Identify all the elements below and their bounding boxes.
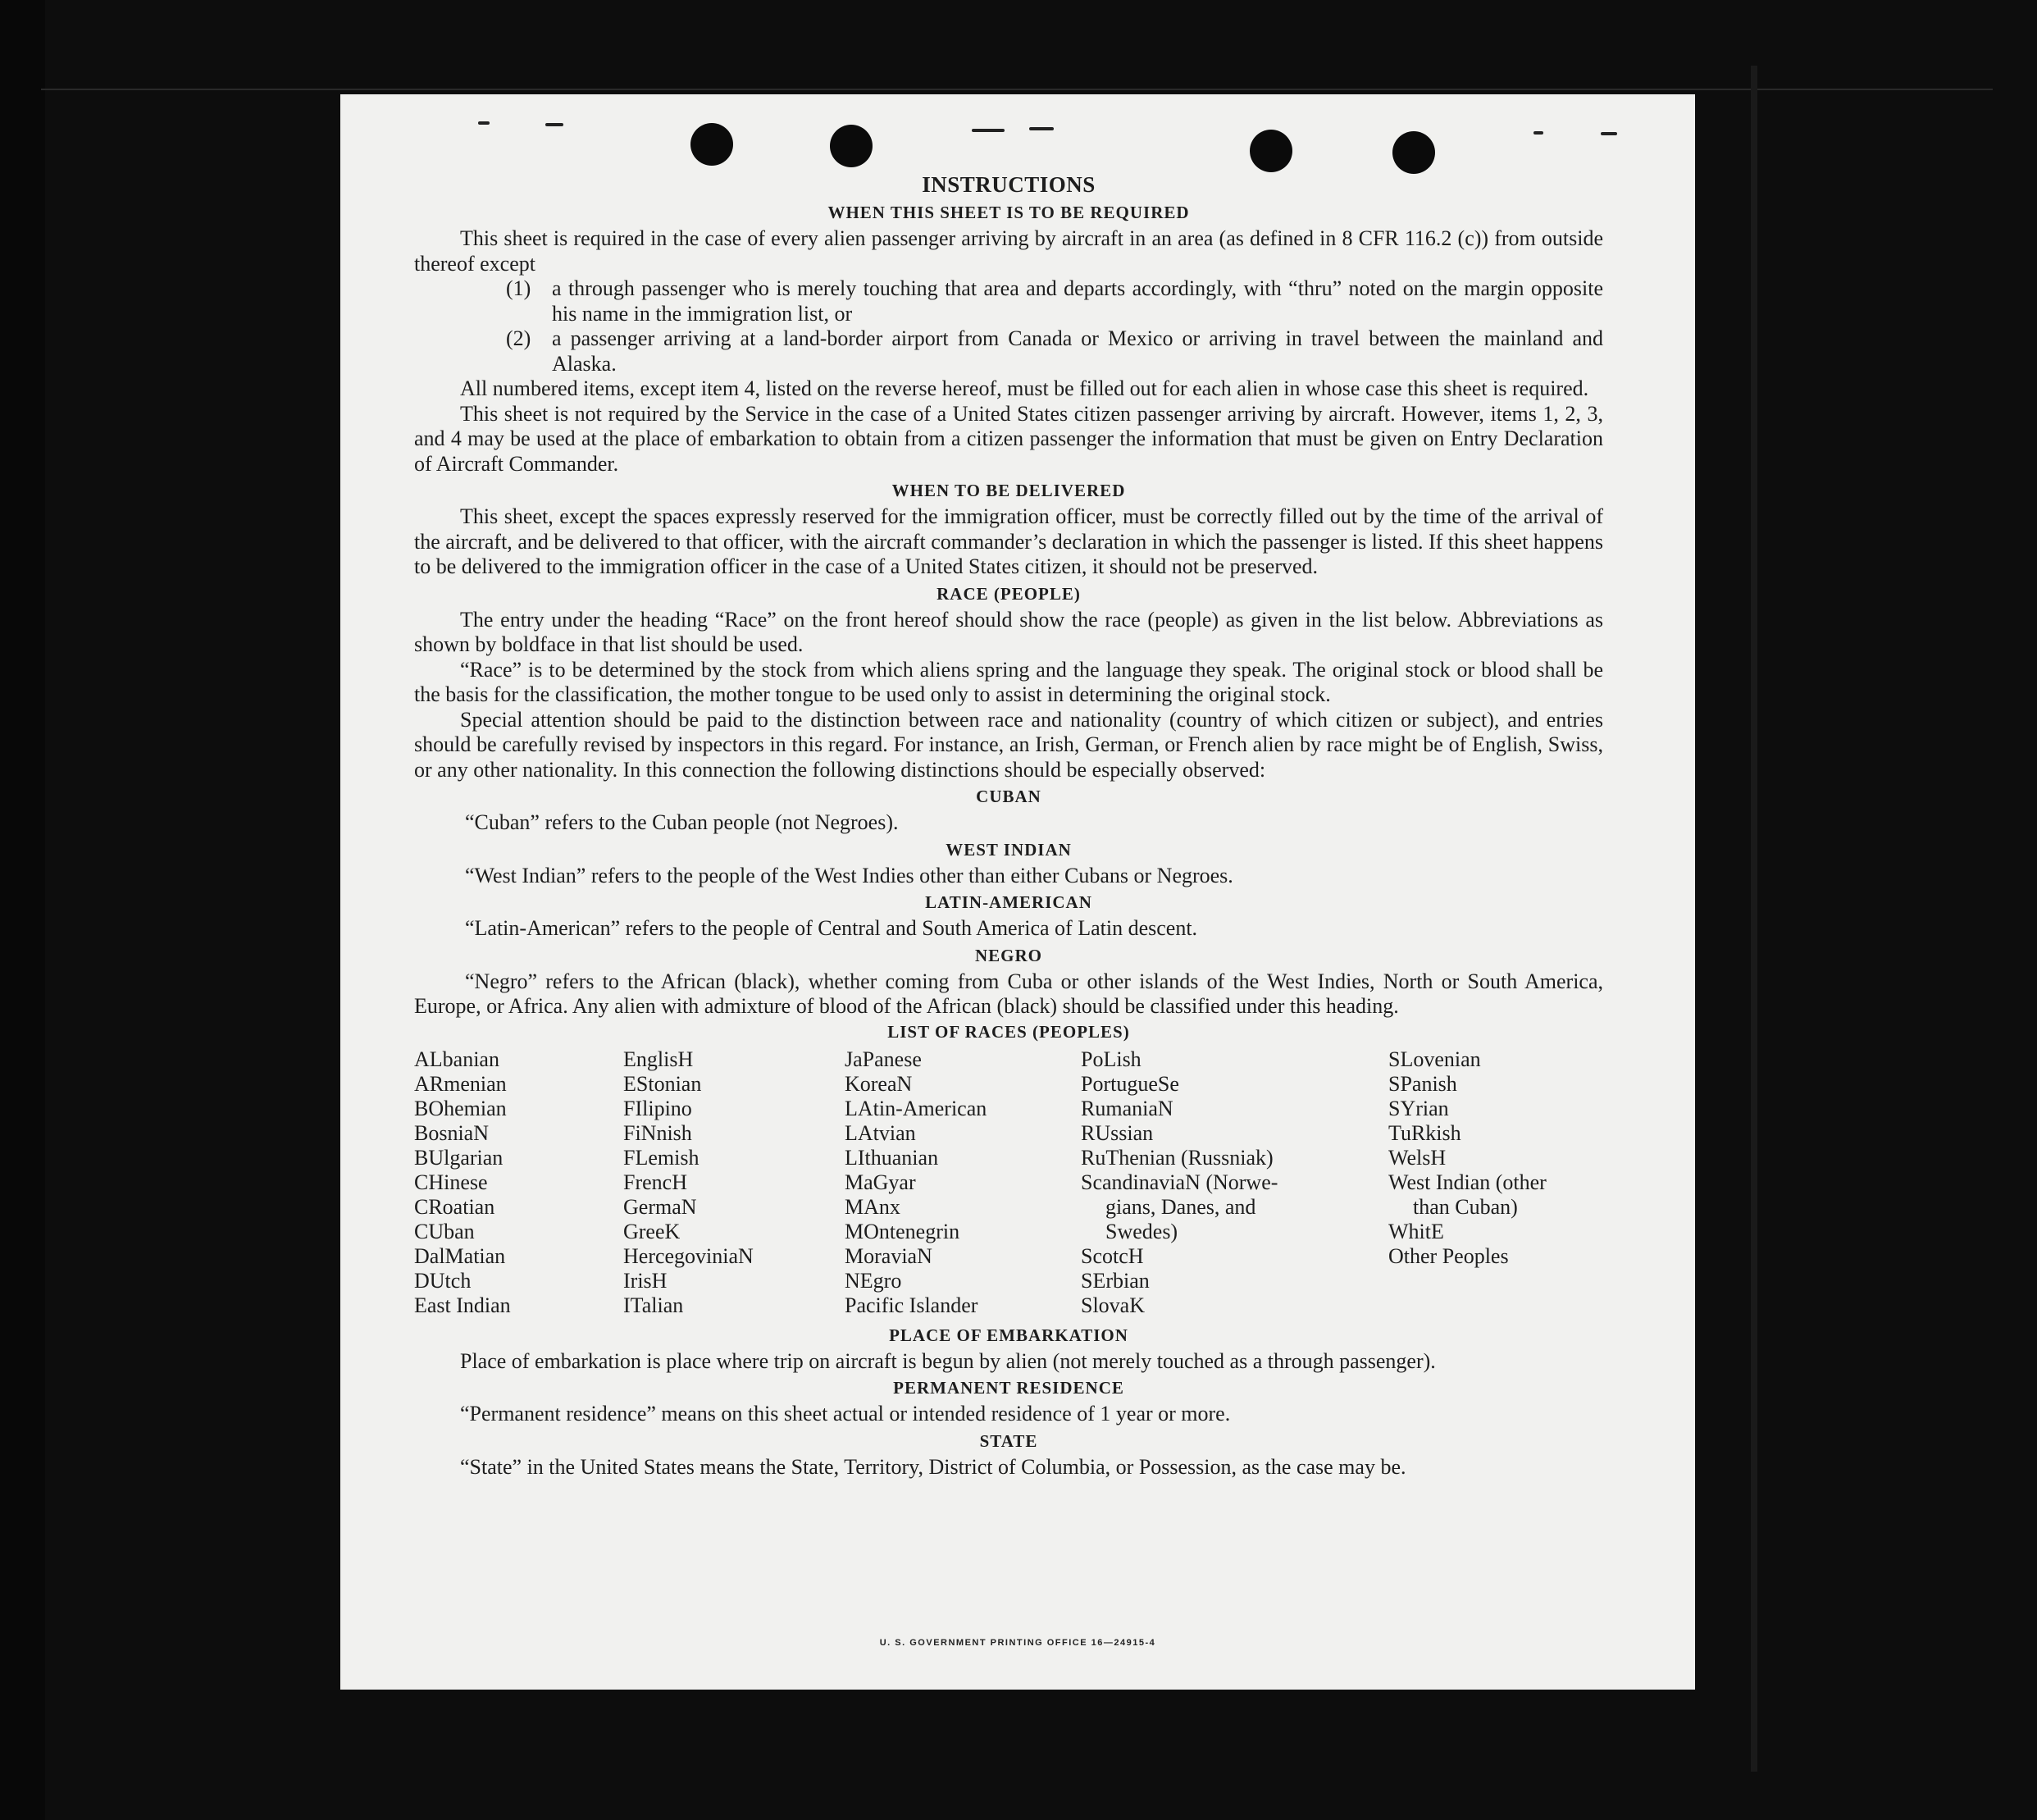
heading-list-of-races: LIST OF RACES (PEOPLES) xyxy=(887,1021,1130,1042)
race-entry: PoLish xyxy=(1081,1047,1142,1071)
race-entry: CRoatian xyxy=(414,1194,495,1219)
scan-speck xyxy=(1601,132,1617,135)
race-entry: DUtch xyxy=(414,1268,472,1293)
scan-artifact-line xyxy=(41,89,1993,90)
race-entry: JaPanese xyxy=(845,1047,922,1071)
race-entry: HercegoviniaN xyxy=(623,1243,754,1268)
paragraph: “Permanent residence” means on this sheet actual or intended residence of 1 year or more. xyxy=(460,1402,1231,1425)
paragraph: The entry under the heading “Race” on the front hereof should show the race (people) as given in the list below. Abbreviations as shown by boldface in that list should be used. xyxy=(414,607,1603,656)
race-entry: ARmenian xyxy=(414,1071,507,1096)
punch-hole-icon xyxy=(1392,131,1435,174)
race-entry: IrisH xyxy=(623,1268,668,1293)
race-entry: WhitE xyxy=(1388,1219,1444,1243)
race-entry: FiNnish xyxy=(623,1120,692,1145)
race-entry: ALbanian xyxy=(414,1047,499,1071)
race-entry: EnglisH xyxy=(623,1047,694,1071)
races-column-2 xyxy=(623,1047,845,1318)
race-entry-continued: gians, Danes, and xyxy=(1105,1194,1256,1219)
heading-west-indian: WEST INDIAN xyxy=(946,839,1072,860)
race-entry: GreeK xyxy=(623,1219,681,1243)
punch-hole-icon xyxy=(1250,130,1292,172)
race-entry: ITalian xyxy=(623,1293,684,1317)
heading-state: STATE xyxy=(979,1430,1038,1451)
heading-cuban: CUBAN xyxy=(976,787,1041,806)
heading-race: RACE (PEOPLE) xyxy=(936,583,1081,604)
printer-imprint: U. S. GOVERNMENT PRINTING OFFICE 16—24915-4 xyxy=(879,1638,1156,1648)
race-entry: EStonian xyxy=(623,1071,702,1096)
race-entry: Other Peoples xyxy=(1388,1243,1509,1268)
races-column-5 xyxy=(1388,1047,1603,1318)
scan-border-right xyxy=(1751,66,1757,1772)
scan-speck xyxy=(545,123,563,126)
race-entry: TuRkish xyxy=(1388,1120,1461,1145)
race-entry: SYrian xyxy=(1388,1096,1449,1120)
scan-speck xyxy=(1029,127,1054,130)
race-entry: ScotcH xyxy=(1081,1243,1144,1268)
list-item xyxy=(506,326,1603,376)
list-item-number: (1) xyxy=(506,276,531,300)
race-entry: MaGyar xyxy=(845,1170,916,1194)
race-entry: KoreaN xyxy=(845,1071,913,1096)
race-entry: Pacific Islander xyxy=(845,1293,978,1317)
definition: “Cuban” refers to the Cuban people (not Negroes). xyxy=(465,810,899,834)
race-entry-continued: Swedes) xyxy=(1105,1219,1178,1243)
heading-when-delivered: WHEN TO BE DELIVERED xyxy=(891,481,1126,500)
race-entry: DalMatian xyxy=(414,1243,506,1268)
list-item-number: (2) xyxy=(506,326,531,350)
paragraph: “State” in the United States means the State, Territory, District of Columbia, or Possession, as the case may be. xyxy=(460,1454,1406,1479)
scan-speck xyxy=(1533,131,1543,135)
race-entry: FLemish xyxy=(623,1145,700,1170)
list-item xyxy=(506,276,1603,326)
punch-hole-icon xyxy=(690,123,733,166)
heading-permanent-residence: PERMANENT RESIDENCE xyxy=(893,1378,1124,1398)
scan-speck xyxy=(478,121,490,125)
race-entry: MoraviaN xyxy=(845,1243,932,1268)
paragraph: This sheet is not required by the Service in the case of a United States citizen passenger arriving by aircraft. However, items 1, 2, 3, and 4 may be used at the place of embarkation to obtain from a citizen passenger the information that must be given on Entry Declaration of Aircraft Commander. xyxy=(414,401,1603,476)
races-column-4 xyxy=(1081,1047,1388,1318)
heading-latin-american: LATIN-AMERICAN xyxy=(925,892,1092,912)
page-title: INSTRUCTIONS xyxy=(922,172,1096,197)
definition: “West Indian” refers to the people of the West Indies other than either Cubans or Negroes. xyxy=(465,863,1233,887)
race-entry: LIthuanian xyxy=(845,1145,939,1170)
instructions-body xyxy=(414,171,1603,1480)
race-entry-continued: than Cuban) xyxy=(1413,1194,1518,1219)
race-entry: LAtin-American xyxy=(845,1096,987,1120)
paragraph: This sheet is required in the case of every alien passenger arriving by aircraft in an area (as defined in 8 CFR 116.2 (c)) from outside thereof except xyxy=(414,226,1603,276)
race-entry: MAnx xyxy=(845,1194,900,1219)
scan-speck xyxy=(972,129,1005,132)
punch-hole-icon xyxy=(830,125,873,167)
definition: “Latin-American” refers to the people of Central and South America of Latin descent. xyxy=(465,916,1198,940)
race-entry: ScandinaviaN (Norwe- xyxy=(1081,1170,1278,1194)
race-entry: RumaniaN xyxy=(1081,1096,1173,1120)
definition: “Negro” refers to the African (black), whether coming from Cuba or other islands of the West Indies, North or South America, Europe, or Africa. Any alien with admixture of blood of the African (black) should be classified under this heading. xyxy=(414,969,1603,1018)
race-entry: CHinese xyxy=(414,1170,488,1194)
race-entry: BosniaN xyxy=(414,1120,489,1145)
document-page xyxy=(340,94,1695,1690)
list-item-text: a through passenger who is merely touching that area and departs accordingly, with “thru” noted on the margin opposite his name in the immigration list, or xyxy=(552,276,1603,326)
paragraph: “Race” is to be determined by the stock from which aliens spring and the language they speak. The original stock or blood shall be the basis for the classification, the mother tongue to be used only to assist in determining the original stock. xyxy=(414,657,1603,706)
races-column-3 xyxy=(845,1047,1081,1318)
paragraph: Place of embarkation is place where trip on aircraft is begun by alien (not merely touched as a through passenger). xyxy=(460,1348,1436,1373)
races-list xyxy=(414,1047,1603,1318)
races-column-1 xyxy=(414,1047,623,1318)
race-entry: WelsH xyxy=(1388,1145,1447,1170)
scan-border-left xyxy=(0,0,45,1820)
heading-when-required: WHEN THIS SHEET IS TO BE REQUIRED xyxy=(827,203,1190,222)
race-entry: SLovenian xyxy=(1388,1047,1481,1071)
race-entry: BUlgarian xyxy=(414,1145,504,1170)
race-entry: SPanish xyxy=(1388,1071,1457,1096)
race-entry: RuThenian (Russniak) xyxy=(1081,1145,1274,1170)
race-entry: LAtvian xyxy=(845,1120,916,1145)
heading-negro: NEGRO xyxy=(974,945,1042,965)
race-entry: CUban xyxy=(414,1219,475,1243)
list-item-text: a passenger arriving at a land-border airport from Canada or Mexico or arriving in travel between the mainland and Alaska. xyxy=(552,326,1603,376)
paragraph: This sheet, except the spaces expressly reserved for the immigration officer, must be correctly filled out by the time of the arrival of the aircraft, and be delivered to that officer, with the aircraft commander’s declaration in which the passenger is listed. If this sheet happens to be delivered to the immigration officer in the case of a United States citizen, it should not be preserved. xyxy=(414,504,1603,578)
race-entry: RUssian xyxy=(1081,1120,1154,1145)
paragraph: Special attention should be paid to the distinction between race and nationality (country of which citizen or subject), and entries should be carefully revised by inspectors in this regard. For instance, an Irish, German, or French alien by race might be of English, Swiss, or any other nationality. In this connection the following distinctions should be especially observed: xyxy=(414,707,1603,782)
race-entry: BOhemian xyxy=(414,1096,507,1120)
race-entry: FrencH xyxy=(623,1170,687,1194)
race-entry: FIlipino xyxy=(623,1096,692,1120)
race-entry: SErbian xyxy=(1081,1268,1150,1293)
race-entry: SlovaK xyxy=(1081,1293,1145,1317)
race-entry: GermaN xyxy=(623,1194,697,1219)
race-entry: NEgro xyxy=(845,1268,902,1293)
race-entry: West Indian (other xyxy=(1388,1170,1547,1194)
heading-place-of-embarkation: PLACE OF EMBARKATION xyxy=(889,1325,1128,1345)
race-entry: PortugueSe xyxy=(1081,1071,1179,1096)
paragraph: All numbered items, except item 4, listed on the reverse hereof, must be filled out for each alien in whose case this sheet is required. xyxy=(460,376,1589,400)
race-entry: MOntenegrin xyxy=(845,1219,960,1243)
race-entry: East Indian xyxy=(414,1293,511,1317)
